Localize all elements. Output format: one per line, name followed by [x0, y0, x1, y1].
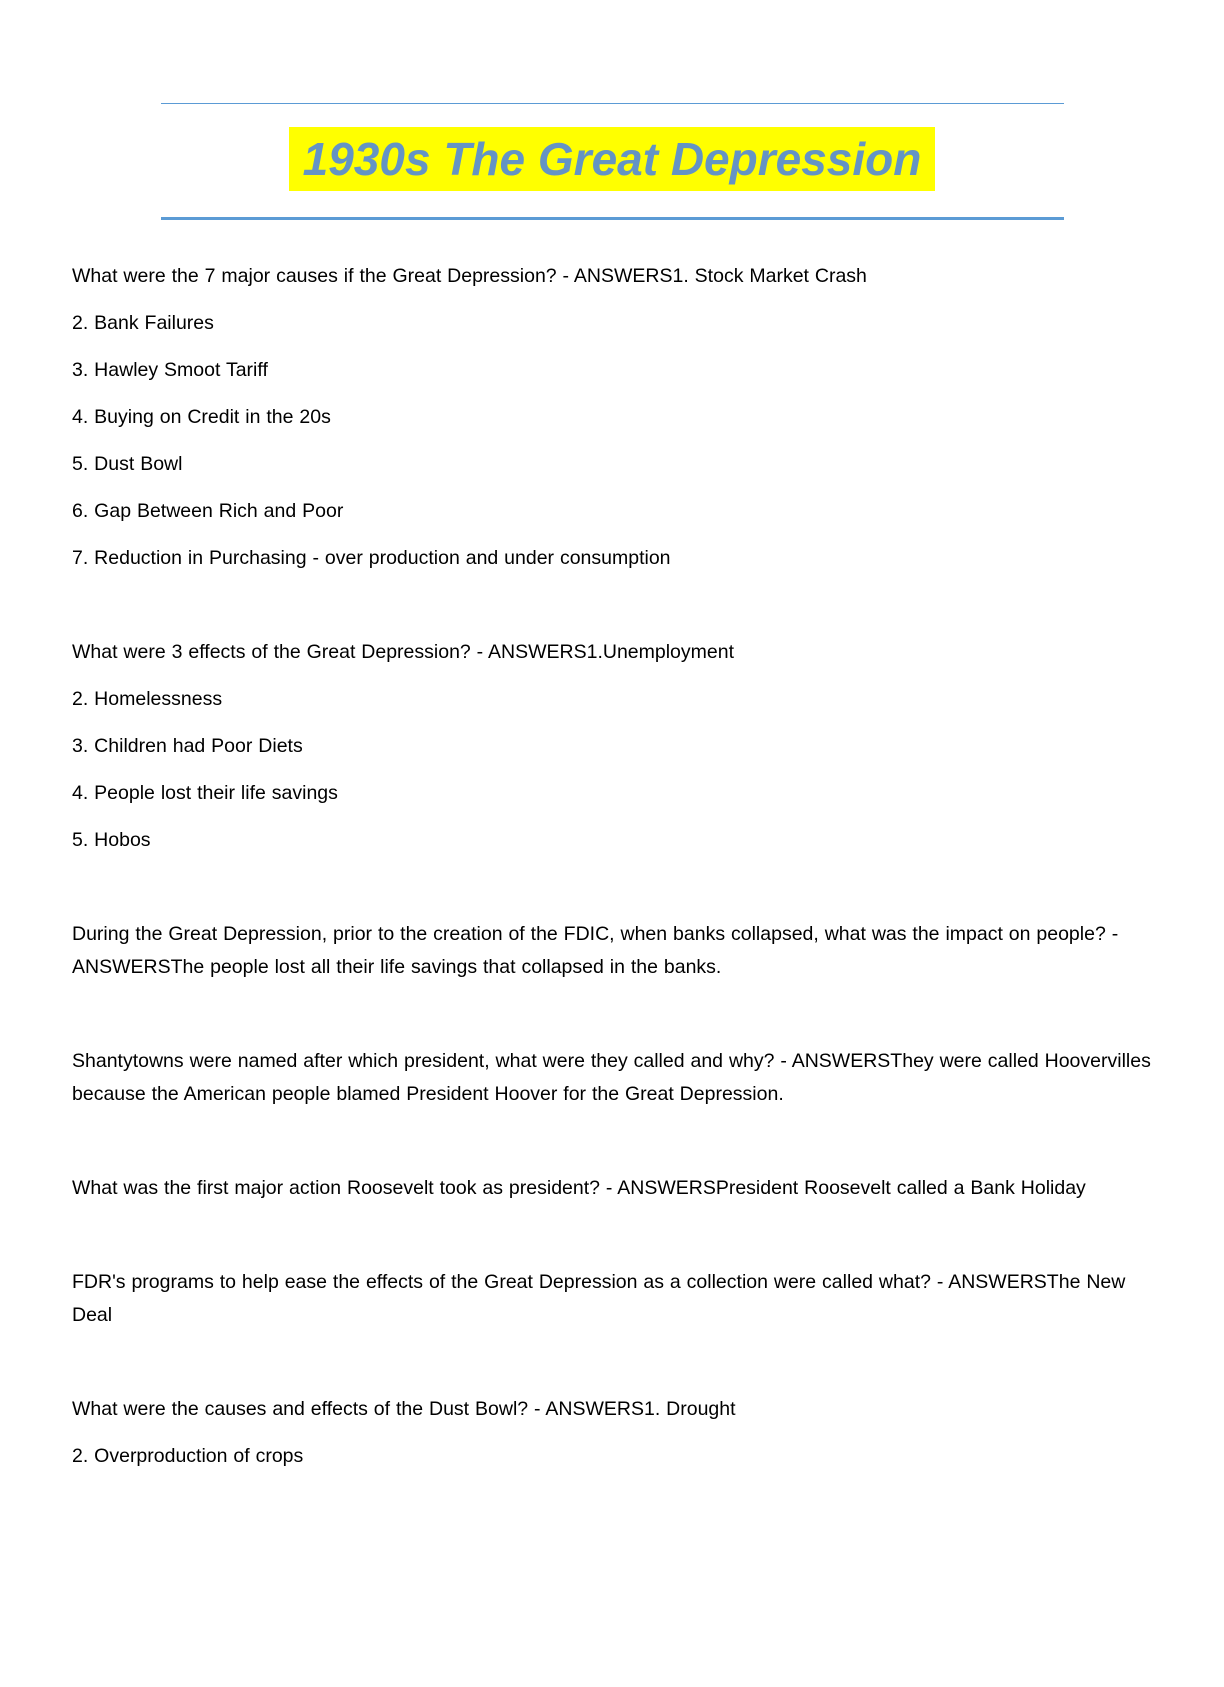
paragraph: 3. Hawley Smoot Tariff — [72, 359, 268, 381]
paragraph: 5. Dust Bowl — [72, 453, 183, 475]
blank-line — [72, 1219, 1152, 1252]
paragraph: During the Great Depression, prior to the creation of the FDIC, when banks collapsed, what was the impact on people? - ANSWERSThe people lost all their life savings that collapsed in the banks. — [72, 923, 1119, 978]
paragraph: 7. Reduction in Purchasing - over production and under consumption — [72, 547, 671, 569]
paragraph: 6. Gap Between Rich and Poor — [72, 500, 344, 522]
blank-line — [72, 589, 1152, 622]
paragraph: Shantytowns were named after which president, what were they called and why? - ANSWERSThey were called Hoovervilles because the American people blamed President Hoover for the Great Depression. — [72, 1050, 1151, 1105]
paragraph: What were the causes and effects of the Dust Bowl? - ANSWERS1. Drought — [72, 1398, 736, 1420]
paragraph: 2. Bank Failures — [72, 312, 214, 334]
page-title: 1930s The Great Depression — [289, 127, 936, 191]
paragraph: 4. People lost their life savings — [72, 782, 338, 804]
blank-line — [72, 871, 1152, 904]
blank-line — [72, 998, 1152, 1031]
paragraph: FDR's programs to help ease the effects of the Great Depression as a collection were called what? - ANSWERSThe New Deal — [72, 1271, 1126, 1326]
paragraph: 4. Buying on Credit in the 20s — [72, 406, 331, 428]
title-block — [161, 103, 1064, 220]
paragraph: What were 3 effects of the Great Depression? - ANSWERS1.Unemployment — [72, 641, 735, 663]
paragraph: 5. Hobos — [72, 829, 151, 851]
paragraph: 2. Overproduction of crops — [72, 1445, 304, 1467]
document-body — [0, 260, 1224, 1473]
paragraph: 3. Children had Poor Diets — [72, 735, 303, 757]
blank-line — [72, 1346, 1152, 1379]
paragraph: What was the first major action Roosevelt took as president? - ANSWERSPresident Roosevelt called a Bank Holiday — [72, 1177, 1086, 1199]
paragraph: What were the 7 major causes if the Great Depression? - ANSWERS1. Stock Market Crash — [72, 265, 867, 287]
paragraph: 2. Homelessness — [72, 688, 223, 710]
document-page — [0, 103, 1224, 1687]
blank-line — [72, 1125, 1152, 1158]
